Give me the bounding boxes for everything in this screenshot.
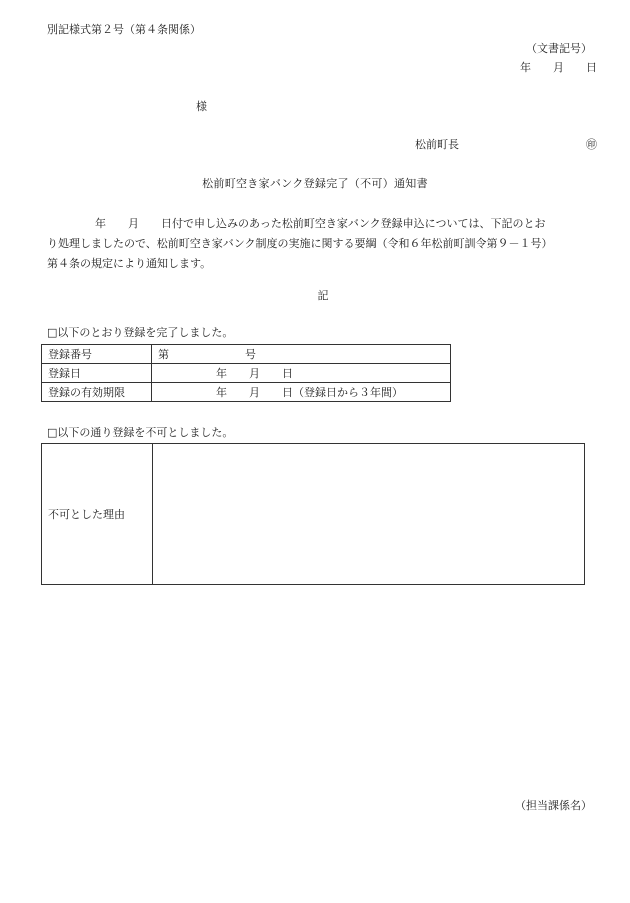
section-rejected-heading: □以下の通り登録を不可としました。: [47, 426, 234, 439]
expiry-year: 年: [216, 385, 227, 399]
body-line-3: 第４条の規定により通知します。: [47, 257, 212, 270]
body-paragraph: [47, 214, 607, 274]
form-number: 別記様式第２号（第４条関係）: [47, 23, 201, 36]
date-month: 月: [553, 61, 564, 74]
registration-date-month: 月: [249, 366, 260, 380]
expiry-day: 日（登録日から３年間）: [282, 385, 403, 399]
body-line-1-text: 日付で申し込みのあった松前町空き家バンク登録申込については、下記のとお: [161, 217, 546, 230]
registration-number-prefix: 第: [158, 347, 169, 361]
sender-name: 松前町長: [415, 138, 459, 151]
registration-date-label: 登録日: [42, 364, 152, 383]
registration-date-day: 日: [282, 366, 293, 380]
recipient-honorific: 様: [196, 100, 207, 113]
rejection-table: [41, 443, 585, 585]
registration-number-label: 登録番号: [42, 345, 152, 364]
body-year: 年: [95, 217, 106, 230]
registration-table: [41, 344, 451, 402]
document-title: 松前町空き家バンク登録完了（不可）通知書: [202, 177, 428, 190]
document-code: （文書記号）: [526, 42, 592, 55]
body-line-1: [47, 214, 607, 234]
registration-date-value[interactable]: [152, 364, 451, 383]
table-row: [42, 444, 585, 585]
table-row: [42, 364, 451, 383]
registration-number-suffix: 号: [245, 347, 256, 361]
body-line-2: り処理しましたので、松前町空き家バンク制度の実施に関する要綱（令和６年松前町訓令第９－１号）: [47, 237, 553, 250]
contact-department: （担当課係名）: [515, 799, 592, 812]
date-day: 日: [586, 61, 597, 74]
seal-mark: ㊞: [586, 138, 597, 151]
registration-date-year: 年: [216, 366, 227, 380]
expiry-value[interactable]: [152, 383, 451, 402]
expiry-label: 登録の有効期限: [42, 383, 152, 402]
expiry-month: 月: [249, 385, 260, 399]
table-row: [42, 383, 451, 402]
date-year: 年: [520, 61, 531, 74]
rejection-reason-label: 不可とした理由: [42, 444, 153, 585]
ki-heading: 記: [317, 289, 329, 302]
issue-date: [520, 62, 597, 73]
section-complete-heading: □以下のとおり登録を完了しました。: [47, 326, 234, 339]
body-month: 月: [128, 217, 139, 230]
table-row: [42, 345, 451, 364]
registration-number-value[interactable]: [152, 345, 451, 364]
rejection-reason-value[interactable]: [153, 444, 585, 585]
